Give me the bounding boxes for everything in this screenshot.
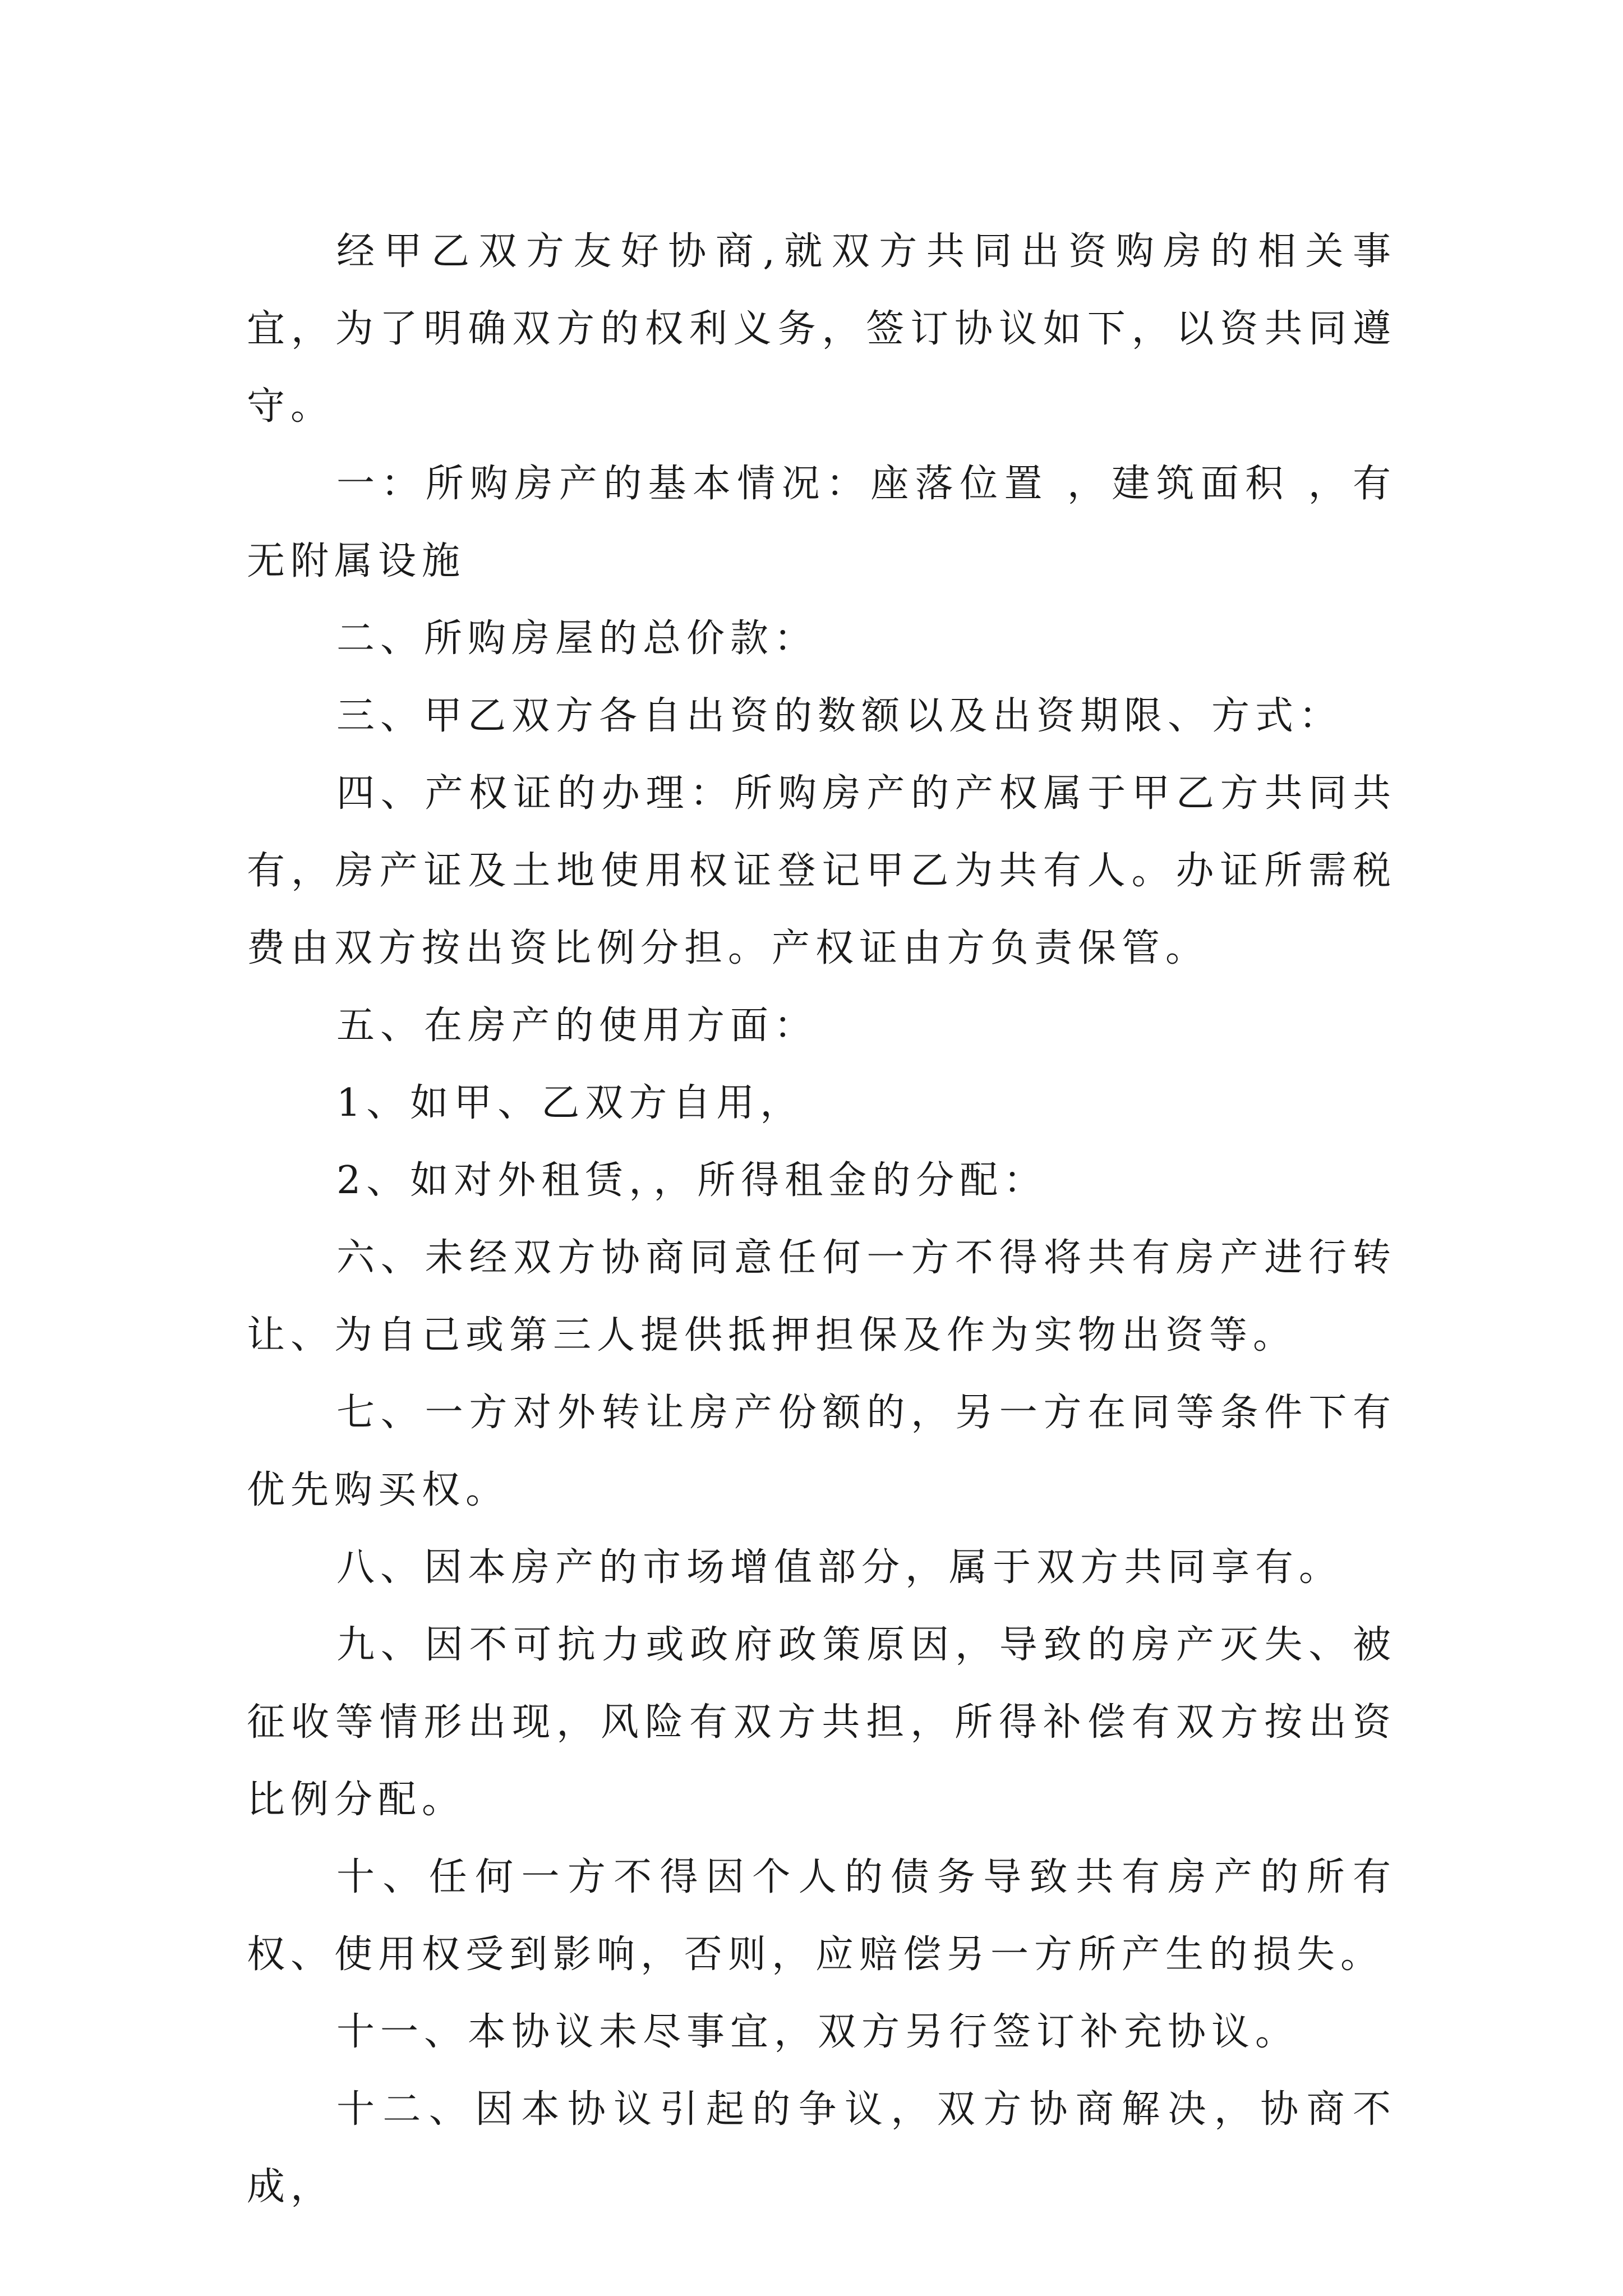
paragraph-clause-2: 二、所购房屋的总价款： xyxy=(336,616,818,661)
document-body xyxy=(247,213,1396,2226)
paragraph-clause-8: 八、因本房产的市场增值部分，属于双方共同享有。 xyxy=(336,1545,1343,1590)
paragraph-clause-10: 十、任何一方不得因个人的债务导致共有房产的所有权、使用权受到影响，否则，应赔偿另一方所产生的损失。 xyxy=(247,1855,1396,1977)
paragraph-clause-4: 四、产权证的办理：所购房产的产权属于甲乙方共同共有，房产证及土地使用权证登记甲乙为共有人。办证所需税费由双方按出资比例分担。产权证由方负责保管。 xyxy=(247,771,1396,970)
paragraph-clause-11: 十一、本协议未尽事宜，双方另行签订补充协议。 xyxy=(336,2010,1299,2054)
paragraph-intro: 经甲乙双方友好协商,就双方共同出资购房的相关事宜，为了明确双方的权利义务，签订协议如下，以资共同遵守。 xyxy=(247,229,1396,429)
paragraph-clause-6: 六、未经双方协商同意任何一方不得将共有房产进行转让、为自己或第三人提供抵押担保及作为实物出资等。 xyxy=(247,1236,1396,1358)
paragraph-clause-5-item-2: 2、如对外租赁，，所得租金的分配： xyxy=(336,1158,1048,1203)
paragraph-clause-5-item-1: 1、如甲、乙双方自用， xyxy=(336,1081,804,1125)
paragraph-clause-9: 九、因不可抗力或政府政策原因，导致的房产灭失、被征收等情形出现，风险有双方共担，所得补偿有双方按出资比例分配。 xyxy=(247,1623,1396,1822)
paragraph-clause-1: 一：所购房产的基本情况：座落位置 ，建筑面积 ，有无附属设施 xyxy=(247,462,1396,583)
paragraph-clause-3: 三、甲乙双方各自出资的数额以及出资期限、方式： xyxy=(336,694,1343,738)
paragraph-clause-12: 十二、因本协议引起的争议，双方协商解决，协商不成， xyxy=(247,2087,1396,2209)
paragraph-clause-5: 五、在房产的使用方面： xyxy=(336,1004,818,1048)
paragraph-clause-7: 七、一方对外转让房产份额的，另一方在同等条件下有优先购买权。 xyxy=(247,1391,1396,1512)
